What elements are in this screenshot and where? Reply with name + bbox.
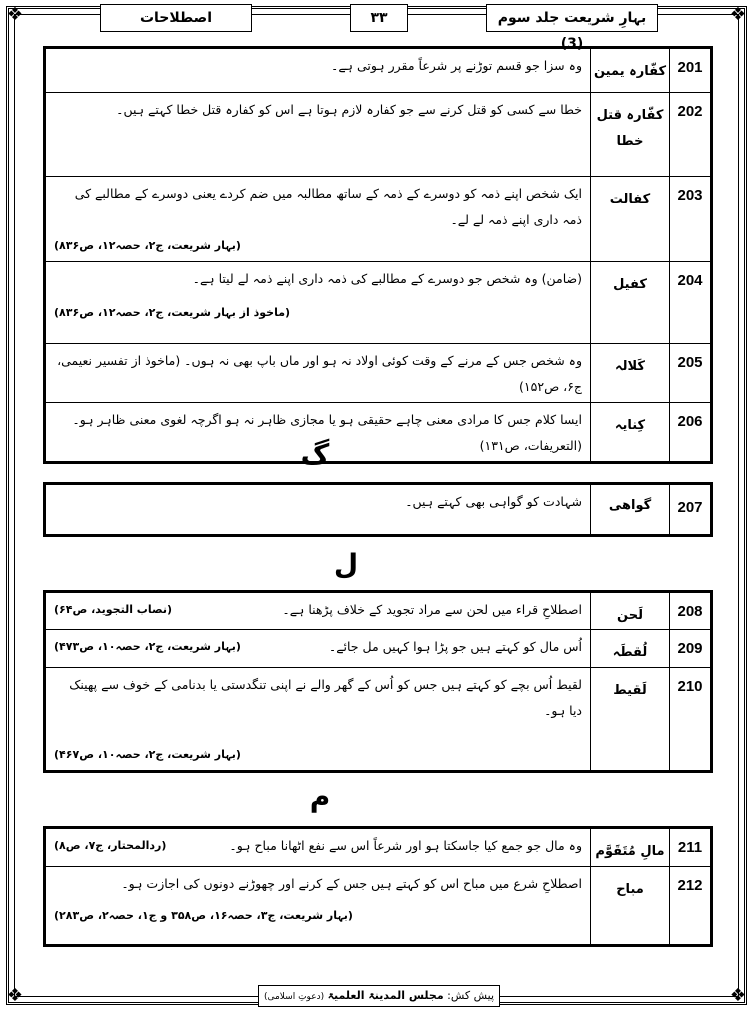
entry-term: مباح	[591, 867, 670, 945]
corner-ornament-icon: ❖	[6, 4, 24, 25]
definition-text: ایک شخص اپنے ذمہ کو دوسرے کے ذمہ کے ساتھ مطالبہ میں ضم کردے یعنی دوسرے کے مطالبے کی ذمہ داری اپنے ذمہ لے لے۔	[74, 186, 582, 227]
entry-definition	[46, 630, 591, 668]
entry-term: لُقطَہ	[591, 630, 670, 668]
definition-text: اصطلاحِ شرع میں مباح اس کو کہتے ہیں جس کے کرنے اور چھوڑنے دونوں کی اجازت ہو۔	[121, 876, 582, 891]
reference: (ماخوذ از بہار شریعت، ج۲، حصہ۱۲، ص۸۳۶)	[54, 306, 291, 319]
terms-table-meem	[45, 828, 711, 945]
page-header	[0, 0, 753, 52]
section-letter-meem: م	[309, 780, 331, 813]
page-footer	[258, 985, 500, 1007]
footer-publisher: مجلس المدینۃ العلمیۃ	[327, 989, 444, 1002]
entry-number: 204	[670, 262, 711, 344]
table-row	[46, 93, 711, 177]
table-row	[46, 344, 711, 403]
table-row	[46, 485, 711, 535]
entry-term: مالِ مُتَقَوَّم	[591, 829, 670, 867]
entry-number: 206	[670, 403, 711, 462]
page-number: ۳۳	[350, 4, 408, 32]
entry-number: 202	[670, 93, 711, 177]
entry-number: 203	[670, 177, 711, 262]
terms-table-lam	[45, 592, 711, 771]
entry-term: کفّارہ قتل خطا	[591, 93, 670, 177]
entry-definition	[46, 177, 591, 262]
reference: (بہار شریعت، ج۲، حصہ۱۲، ص۸۳۶)	[54, 239, 241, 252]
entry-number: 201	[670, 49, 711, 93]
entry-term: کفیل	[591, 262, 670, 344]
entry-number: 212	[670, 867, 711, 945]
definition-text: وہ سزا جو قسم توڑنے پر شرعاً مقرر ہوتی ہے۔	[331, 58, 582, 73]
entry-definition	[46, 262, 591, 344]
definition-text: خطا سے کسی کو قتل کرنے سے جو کفارہ لازم ہوتا ہے اس کو کفارہ قتل خطا کہتے ہیں۔	[116, 102, 582, 117]
table-row	[46, 867, 711, 945]
entry-number: 210	[670, 668, 711, 771]
corner-ornament-icon: ❖	[6, 985, 24, 1006]
entry-definition	[46, 668, 591, 771]
entry-definition	[46, 49, 591, 93]
entry-definition	[46, 93, 591, 177]
entry-term: کِنایہ	[591, 403, 670, 462]
table-row	[46, 403, 711, 462]
table-row	[46, 630, 711, 668]
entry-term: کفالت	[591, 177, 670, 262]
definition-text: ایسا کلام جس کا مرادی معنی چاہے حقیقی ہو یا مجازی ظاہر نہ ہو اگرچہ لغوی معنی ظاہر ہو۔ (التعریفات، ص۱۳۱)	[72, 412, 582, 453]
definition-text: اصطلاحِ قراء میں لحن سے مراد تجوید کے خلاف پڑھنا ہے۔	[282, 602, 582, 617]
entry-definition	[46, 829, 591, 867]
definition-line	[54, 833, 582, 859]
definition-text: لقیط اُس بچے کو کہتے ہیں جس کو اُس کے گھر والے نے اپنی تنگدستی یا بدنامی کے خوف سے پھینک دیا ہو۔	[69, 677, 582, 718]
book-title: بہارِ شریعت جلد سوم (3)	[486, 4, 658, 32]
definition-text: شہادت کو گواہی بھی کہتے ہیں۔	[405, 494, 582, 509]
entry-number: 205	[670, 344, 711, 403]
terms-table-kaf	[45, 48, 711, 462]
table-row	[46, 829, 711, 867]
definition-text: وہ شخص جس کے مرنے کے وقت کوئی اولاد نہ ہو اور ماں باپ بھی نہ ہوں۔ (ماخوذ از تفسیر نعیمی، ج۶، ص۱۵۲)	[57, 353, 582, 394]
table-row	[46, 177, 711, 262]
table-row	[46, 49, 711, 93]
entry-number: 209	[670, 630, 711, 668]
entry-definition	[46, 344, 591, 403]
table-row	[46, 262, 711, 344]
entry-term: گواهی	[591, 485, 670, 535]
reference: (بہار شریعت، ج۳، حصہ۱۶، ص۳۵۸ و ج۱، حصہ۲، ص۲۸۳)	[54, 909, 353, 922]
definition-line	[54, 634, 582, 660]
entry-term: کَلالہ	[591, 344, 670, 403]
section-letter-gaf: گ	[300, 438, 330, 471]
entry-number: 211	[670, 829, 711, 867]
corner-ornament-icon: ❖	[729, 4, 747, 25]
entry-term: کفّارہ یمین	[591, 49, 670, 93]
entry-term: لَحن	[591, 593, 670, 630]
table-row	[46, 593, 711, 630]
reference: (بہار شریعت، ج۲، حصہ۱۰، ص۴۷۳)	[54, 640, 241, 653]
entry-definition	[46, 593, 591, 630]
footer-presented-by: پیش کش:	[447, 989, 495, 1002]
table-row	[46, 668, 711, 771]
entry-definition	[46, 485, 591, 535]
definition-text: (ضامن) وہ شخص جو دوسرے کے مطالبے کی ذمہ داری اپنے ذمہ لے لیتا ہے۔	[192, 271, 582, 286]
terms-table-gaf	[45, 484, 711, 535]
corner-ornament-icon: ❖	[729, 985, 747, 1006]
entry-term: لَقیط	[591, 668, 670, 771]
reference: (بہار شریعت، ج۲، حصہ۱۰، ص۴۶۷)	[54, 748, 241, 761]
definition-text: وہ مال جو جمع کیا جاسکتا ہو اور شرعاً اس سے نفع اٹھانا مباح ہو۔	[229, 838, 582, 853]
footer-subtitle: (دعوتِ اسلامی)	[263, 992, 325, 1002]
entry-definition	[46, 867, 591, 945]
definition-line	[54, 597, 582, 623]
reference: (نصاب التجوید، ص۶۴)	[54, 603, 172, 616]
entry-number: 208	[670, 593, 711, 630]
reference: (ردالمحتار، ج۷، ص۸)	[54, 839, 167, 852]
entry-number: 207	[670, 485, 711, 535]
section-letter-lam: ل	[333, 548, 359, 581]
section-title: اصطلاحات	[100, 4, 252, 32]
definition-text: اُس مال کو کہتے ہیں جو پڑا ہوا کہیں مل جائے۔	[328, 639, 582, 654]
